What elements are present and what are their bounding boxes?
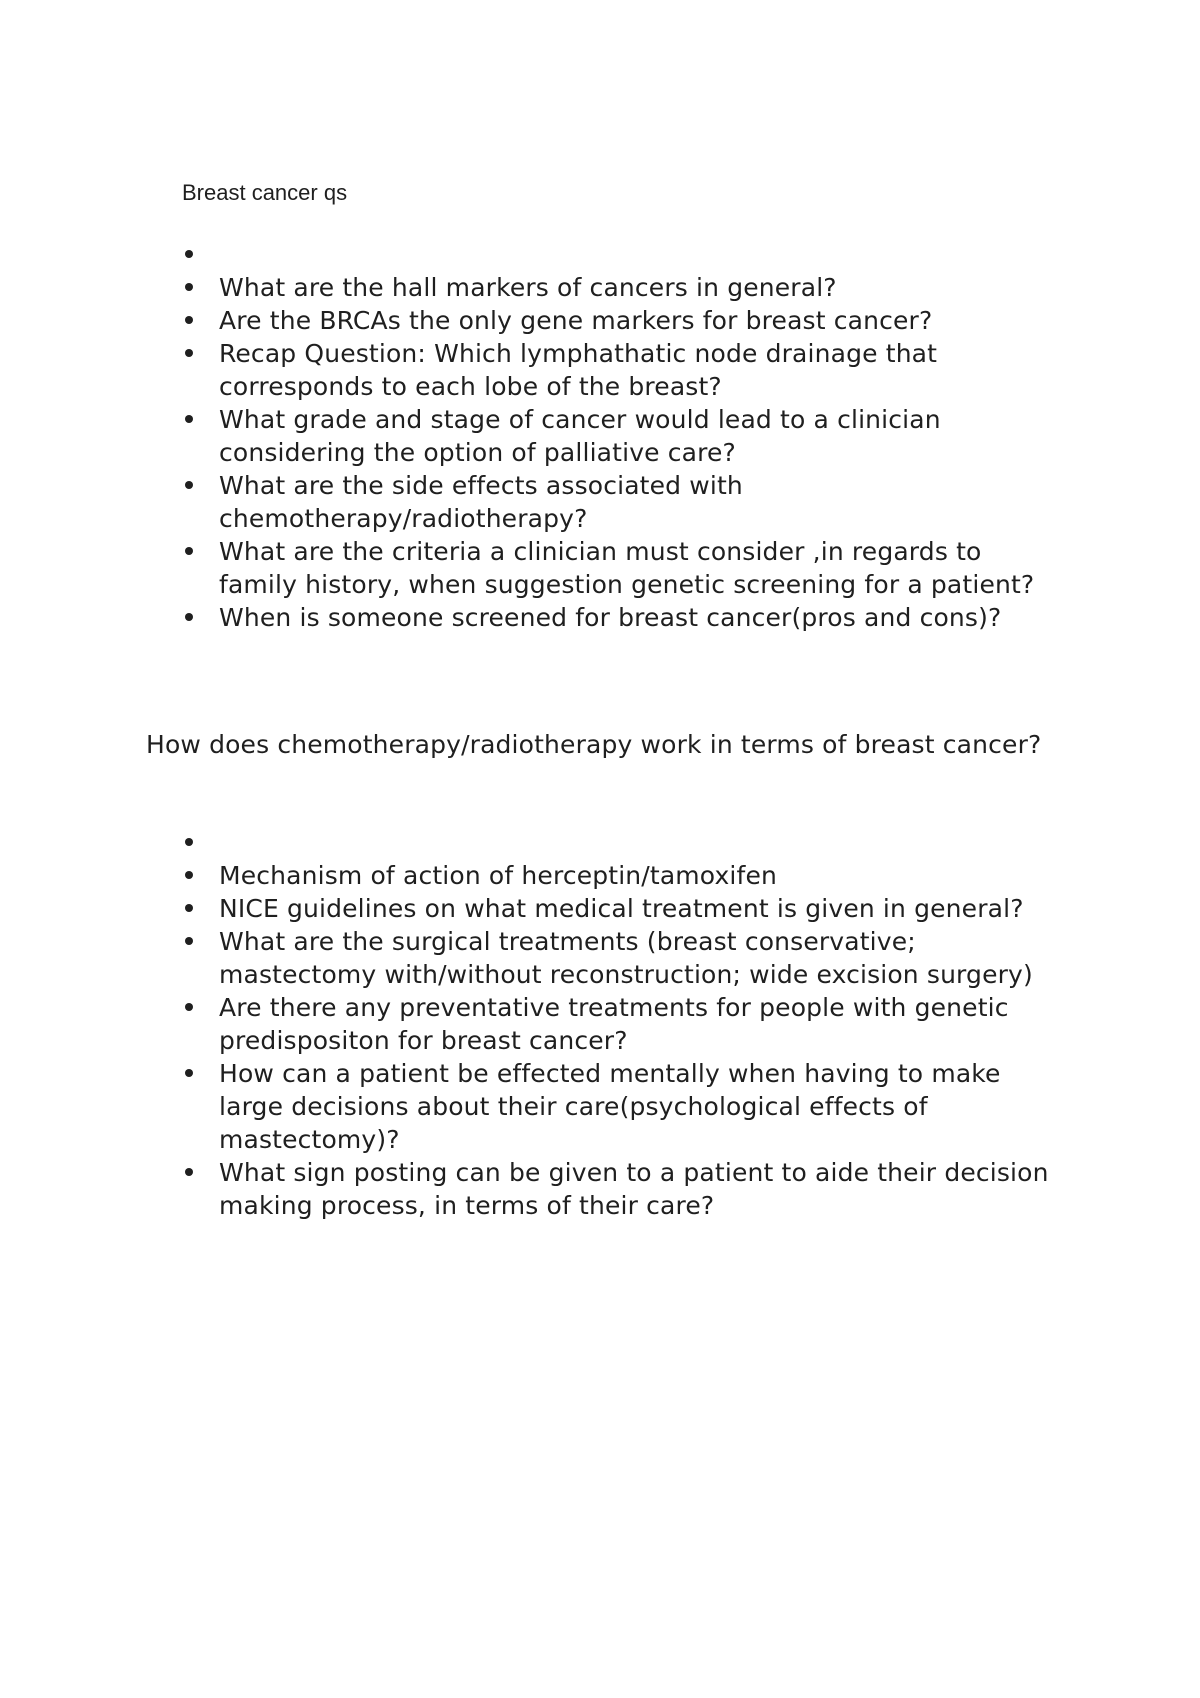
list-item bbox=[0, 991, 1200, 1057]
page-title: Breast cancer qs bbox=[182, 180, 348, 205]
list-item-text: Are the BRCAs the only gene markers for breast cancer? bbox=[219, 306, 933, 335]
list-item bbox=[0, 271, 1200, 304]
list-item-text: Recap Question: Which lymphathatic node drainage that corresponds to each lobe of the breast? bbox=[219, 339, 938, 401]
list-item bbox=[0, 601, 1200, 634]
bullet-icon bbox=[185, 349, 193, 357]
bullet-icon bbox=[185, 415, 193, 423]
list-item bbox=[0, 859, 1200, 892]
list-item-text: Are there any preventative treatments for people with genetic predispositon for breast cancer? bbox=[219, 993, 1009, 1055]
list-item-text: What sign posting can be given to a patient to aide their decision making process, in terms of their care? bbox=[219, 1158, 1049, 1220]
list-item-text: Mechanism of action of herceptin/tamoxifen bbox=[219, 861, 777, 890]
bullet-icon bbox=[185, 904, 193, 912]
list-item bbox=[0, 535, 1200, 601]
list-item bbox=[0, 892, 1200, 925]
bullet-icon bbox=[185, 481, 193, 489]
list-item-text: What grade and stage of cancer would lead to a clinician considering the option of palliative care? bbox=[219, 405, 941, 467]
list-item-text: NICE guidelines on what medical treatment is given in general? bbox=[219, 894, 1024, 923]
question-list-1 bbox=[0, 238, 1200, 634]
bullet-icon bbox=[185, 547, 193, 555]
bullet-icon bbox=[185, 283, 193, 291]
section-paragraph: How does chemotherapy/radiotherapy work in terms of breast cancer? bbox=[146, 730, 1042, 759]
bullet-icon bbox=[185, 871, 193, 879]
bullet-icon bbox=[185, 1003, 193, 1011]
bullet-icon bbox=[185, 250, 193, 258]
list-item bbox=[0, 304, 1200, 337]
list-item-text: What are the surgical treatments (breast conservative; mastectomy with/without reconstruction; wide excision surgery) bbox=[219, 927, 1033, 989]
bullet-icon bbox=[185, 316, 193, 324]
list-item bbox=[0, 1057, 1200, 1156]
list-item-text: When is someone screened for breast cancer(pros and cons)? bbox=[219, 603, 1002, 632]
list-item-text: What are the criteria a clinician must consider ,in regards to family history, when suggestion genetic screening for a patient? bbox=[219, 537, 1035, 599]
list-item bbox=[0, 469, 1200, 535]
question-list-2 bbox=[0, 826, 1200, 1222]
bullet-icon bbox=[185, 1069, 193, 1077]
list-item-text: What are the hall markers of cancers in general? bbox=[219, 273, 837, 302]
bullet-icon bbox=[185, 838, 193, 846]
bullet-icon bbox=[185, 1168, 193, 1176]
list-item-text: How can a patient be effected mentally when having to make large decisions about their care(psychological effects of mastectomy)? bbox=[219, 1059, 1001, 1154]
list-item-text: What are the side effects associated with chemotherapy/radiotherapy? bbox=[219, 471, 743, 533]
list-item bbox=[0, 238, 1200, 271]
list-item bbox=[0, 925, 1200, 991]
list-item bbox=[0, 403, 1200, 469]
list-item bbox=[0, 337, 1200, 403]
list-item bbox=[0, 1156, 1200, 1222]
list-item bbox=[0, 826, 1200, 859]
bullet-icon bbox=[185, 613, 193, 621]
bullet-icon bbox=[185, 937, 193, 945]
